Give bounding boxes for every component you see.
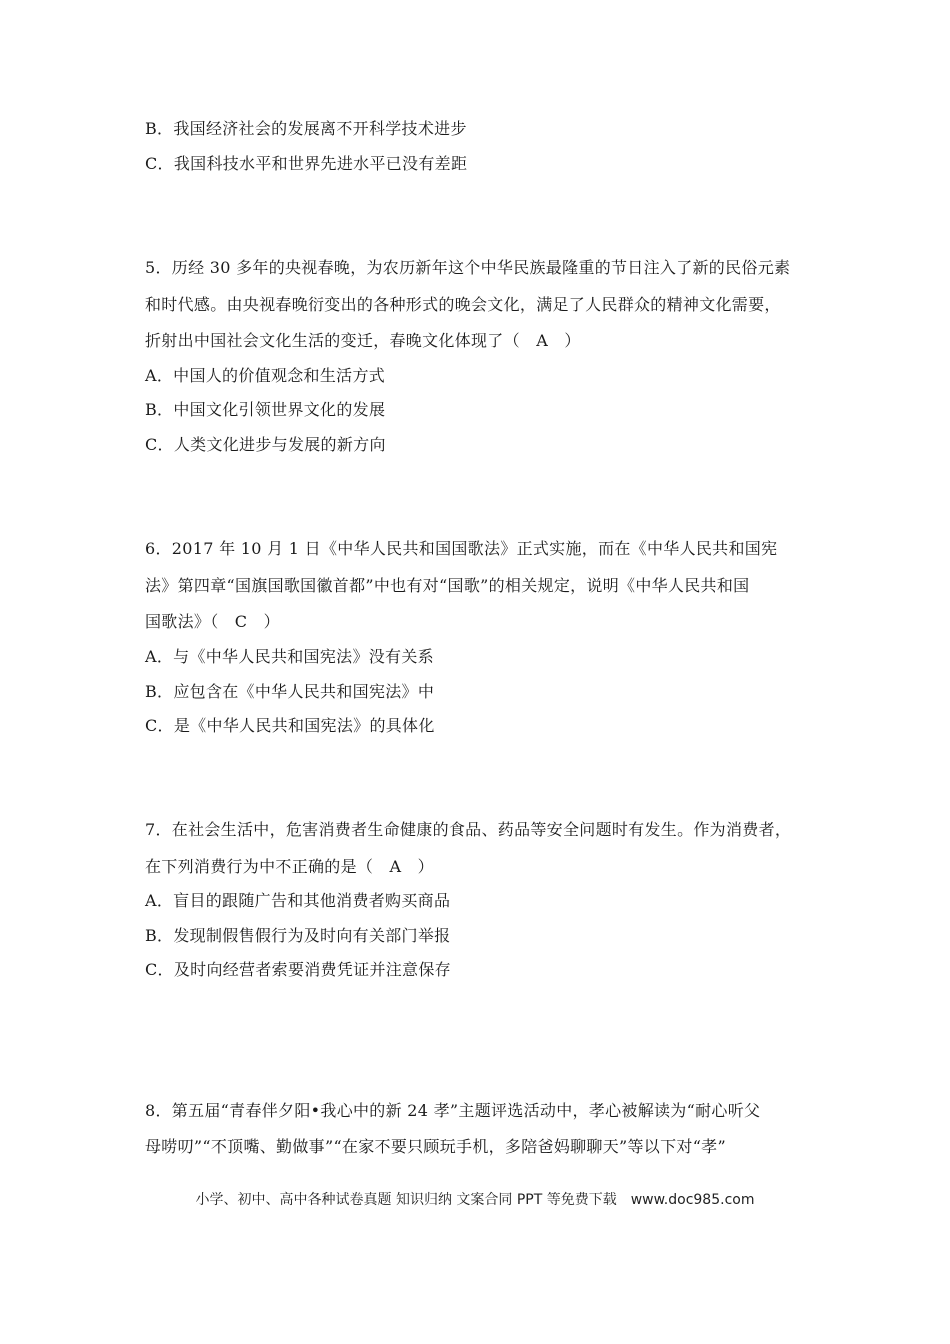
q4-option-c: C．我国科技水平和世界先进水平已没有差距	[145, 154, 468, 173]
q5-stem-line-3: 折射出中国社会文化生活的变迁，春晚文化体现了（ A ）	[145, 331, 581, 350]
q4-option-b: B．我国经济社会的发展离不开科学技术进步	[145, 119, 467, 138]
q6-option-b: B．应包含在《中华人民共和国宪法》中	[145, 682, 435, 701]
q5-stem-line-1: 5．历经 30 多年的央视春晚，为农历新年这个中华民族最隆重的节日注入了新的民俗元素	[145, 258, 791, 277]
q7-option-a: A．盲目的跟随广告和其他消费者购买商品	[145, 891, 451, 910]
q6-stem-line-3: 国歌法》（ C ）	[145, 612, 280, 631]
q6-stem-line-2: 法》第四章“国旗国歌国徽首都”中也有对“国歌”的相关规定，说明《中华人民共和国	[145, 576, 750, 595]
q8-stem-line-1: 8．第五届“青春伴夕阳•我心中的新 24 孝”主题评选活动中，孝心被解读为“耐心听父	[145, 1101, 761, 1120]
q8-stem-line-2: 母唠叨”“不顶嘴、勤做事”“在家不要只顾玩手机，多陪爸妈聊聊天”等以下对“孝”	[145, 1137, 726, 1156]
page-footer: 小学、初中、高中各种试卷真题 知识归纳 文案合同 PPT 等免费下载 www.doc985.com	[195, 1192, 755, 1208]
q5-option-b: B．中国文化引领世界文化的发展	[145, 400, 386, 419]
q5-option-a: A．中国人的价值观念和生活方式	[145, 366, 386, 385]
q5-stem-line-2: 和时代感。由央视春晚衍变出的各种形式的晚会文化，满足了人民群众的精神文化需要，	[145, 295, 781, 314]
q6-option-a: A．与《中华人民共和国宪法》没有关系	[145, 647, 434, 666]
q7-stem-line-1: 7．在社会生活中，危害消费者生命健康的食品、药品等安全问题时有发生。作为消费者，	[145, 820, 792, 839]
q6-option-c: C．是《中华人民共和国宪法》的具体化	[145, 716, 435, 735]
q5-option-c: C．人类文化进步与发展的新方向	[145, 435, 386, 454]
q7-stem-line-2: 在下列消费行为中不正确的是（ A ）	[145, 857, 434, 876]
q7-option-b: B．发现制假售假行为及时向有关部门举报	[145, 926, 451, 945]
q6-stem-line-1: 6．2017 年 10 月 1 日《中华人民共和国国歌法》正式实施，而在《中华人民共和国宪	[145, 539, 778, 558]
q7-option-c: C．及时向经营者索要消费凭证并注意保存	[145, 960, 451, 979]
